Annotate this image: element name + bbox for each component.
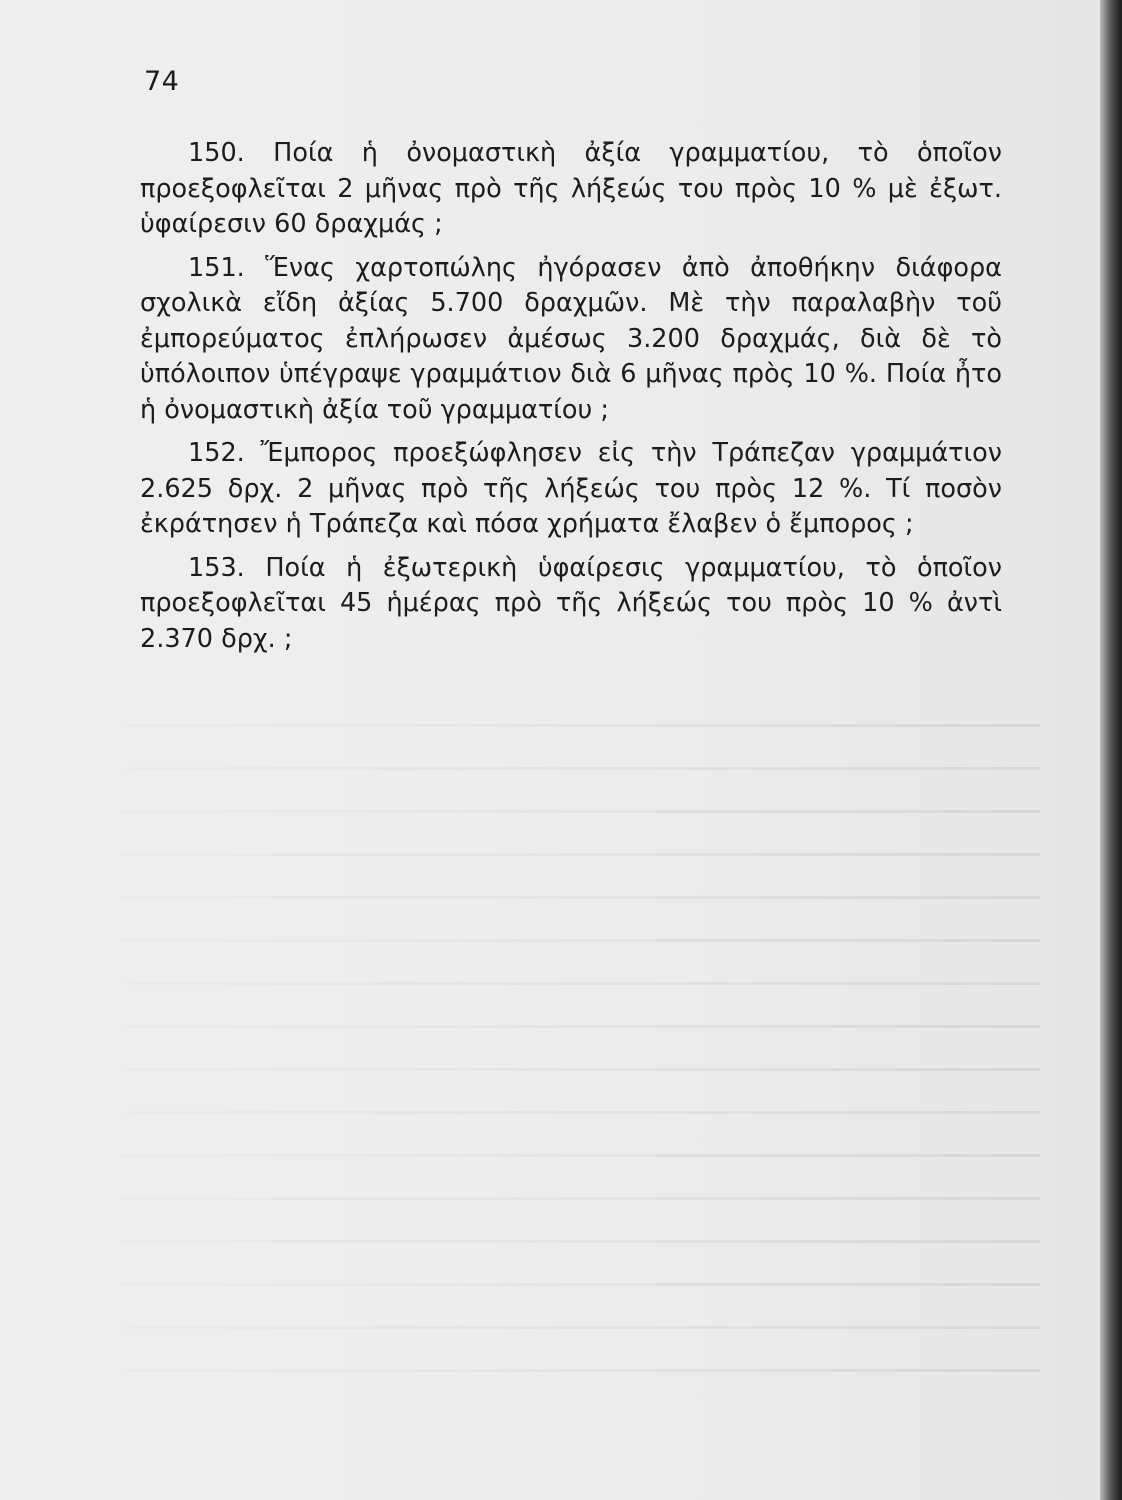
problems-section <box>140 136 1002 665</box>
page-number: 74 <box>144 66 180 97</box>
problem-152: 152. Ἔμπορος προεξώφλησεν εἰς τὴν Τράπεζαν γραμμάτιον 2.625 δρχ. 2 μῆνας πρὸ τῆς λήξεώς του πρὸς 12 %. Τί ποσὸν ἐκράτησεν ἡ Τράπεζα καὶ πόσα χρήματα ἔλαβεν ὁ ἔμπορος ; <box>140 438 1002 539</box>
problem-150: 150. Ποία ἡ ὀνομαστικὴ ἀξία γραμματίου, τὸ ὁποῖον προεξοφλεῖται 2 μῆνας πρὸ τῆς λήξεώς του πρὸς 10 % μὲ ἐξωτ. ὑφαίρεσιν 60 δραχμάς ; <box>140 138 1002 239</box>
book-spine-shadow <box>1100 0 1122 1500</box>
problem-153: 153. Ποία ἡ ἐξωτερικὴ ὑφαίρεσις γραμματίου, τὸ ὁποῖον προεξοφλεῖται 45 ἡμέρας πρὸ τῆς λήξεώς του πρὸς 10 % ἀντὶ 2.370 δρχ. ; <box>140 552 1002 654</box>
problem-151: 151. Ἕνας χαρτοπώλης ἠγόρασεν ἀπὸ ἀποθήκην διάφορα σχολικὰ εἴδη ἀξίας 5.700 δραχμῶν. Μὲ τὴν παραλαβὴν τοῦ ἐμπορεύματος ἐπλήρωσεν ἀμέσως 3.200 δραχμάς, διὰ δὲ τὸ ὑπόλοιπον ὑπέγραψε γραμμάτιον διὰ 6 μῆνας πρὸς 10 %. Ποία ἦτο ἡ ὀνομαστικὴ ἀξία τοῦ γραμματίου ; <box>140 252 1002 425</box>
bleed-through-text <box>120 690 1040 1410</box>
